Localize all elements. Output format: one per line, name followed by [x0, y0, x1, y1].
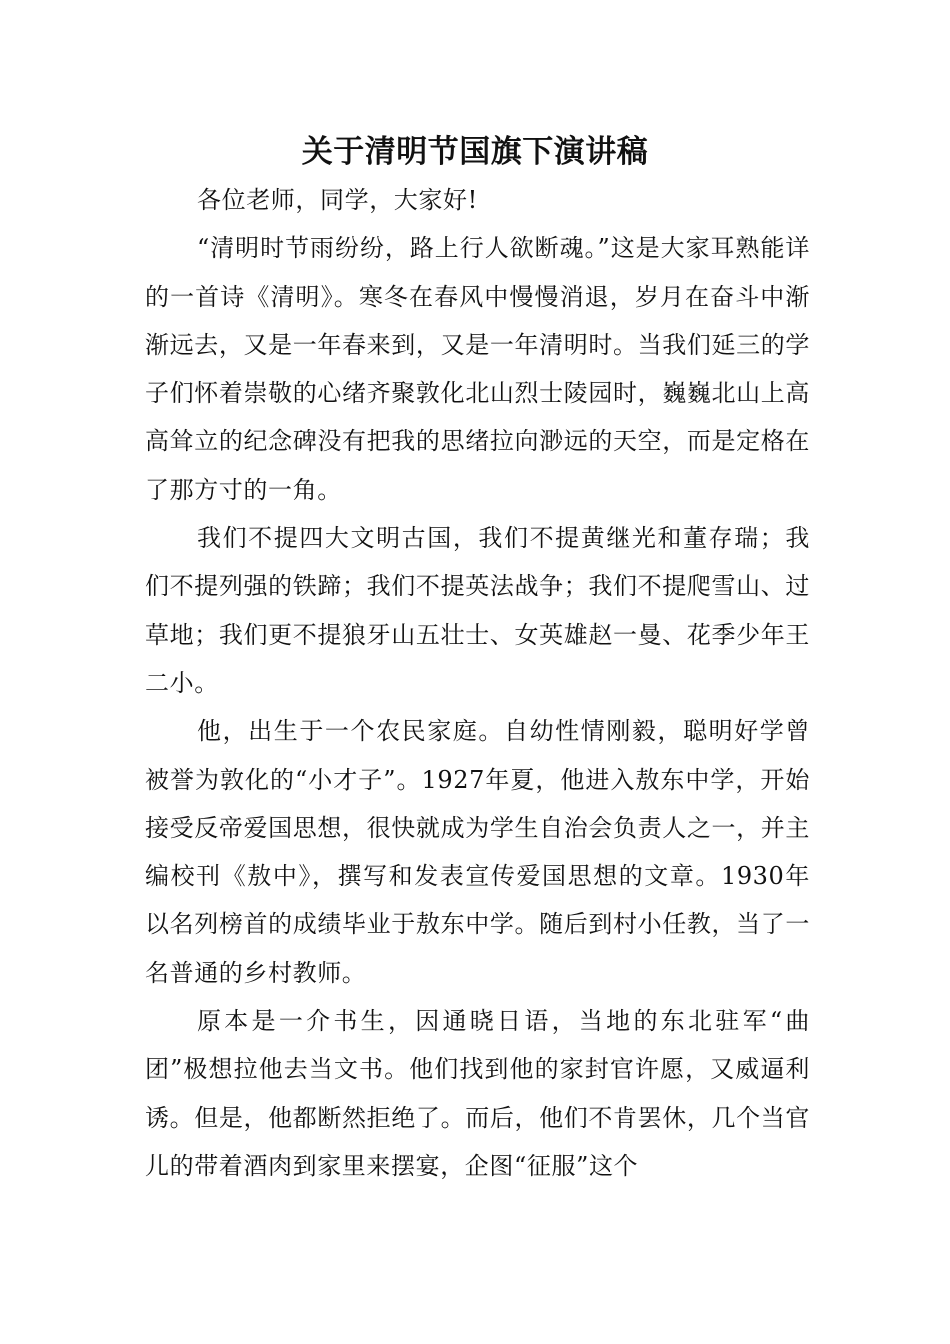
- paragraph-greeting: 各位老师，同学，大家好!: [197, 186, 478, 214]
- paragraph-qingming-poem: “清明时节雨纷纷，路上行人欲断魂。”这是大家耳熟能详的一首诗《清明》。寒冬在春风中慢慢消退，岁月在奋斗中渐渐远去，又是一年春来到，又是一年清明时。当我们延三的学子们怀着崇敬的心绪齐聚敦化北山烈士陵园时，巍巍北山上高高耸立的纪念碑没有把我的思绪拉向渺远的天空，而是定格在了那方寸的一角。: [145, 234, 810, 504]
- document-title: 关于清明节国旗下演讲稿: [301, 134, 649, 170]
- paragraph-biography: 他，出生于一个农民家庭。自幼性情刚毅，聪明好学曾被誉为敦化的“小才子”。1927年夏，他进入敖东中学，开始接受反帝爱国思想，很快就成为学生自治会负责人之一，并主编校刊《敖中》，撰写和发表宣传爱国思想的文章。1930年以名列榜首的成绩毕业于敖东中学。随后到村小任教，当了一名普通的乡村教师。: [145, 717, 810, 987]
- paragraph-heroes: 我们不提四大文明古国，我们不提黄继光和董存瑞；我们不提列强的铁蹄；我们不提英法战争；我们不提爬雪山、过草地；我们更不提狼牙山五壮士、女英雄赵一曼、花季少年王二小。: [145, 524, 810, 697]
- paragraph-refusal: 原本是一介书生，因通晓日语，当地的东北驻军“曲团”极想拉他去当文书。他们找到他的家封官许愿，又威逼利诱。但是，他都断然拒绝了。而后，他们不肯罢休，几个当官儿的带着酒肉到家里来摆宴，企图“征服”这个: [145, 1007, 810, 1180]
- document-body: [145, 176, 810, 1190]
